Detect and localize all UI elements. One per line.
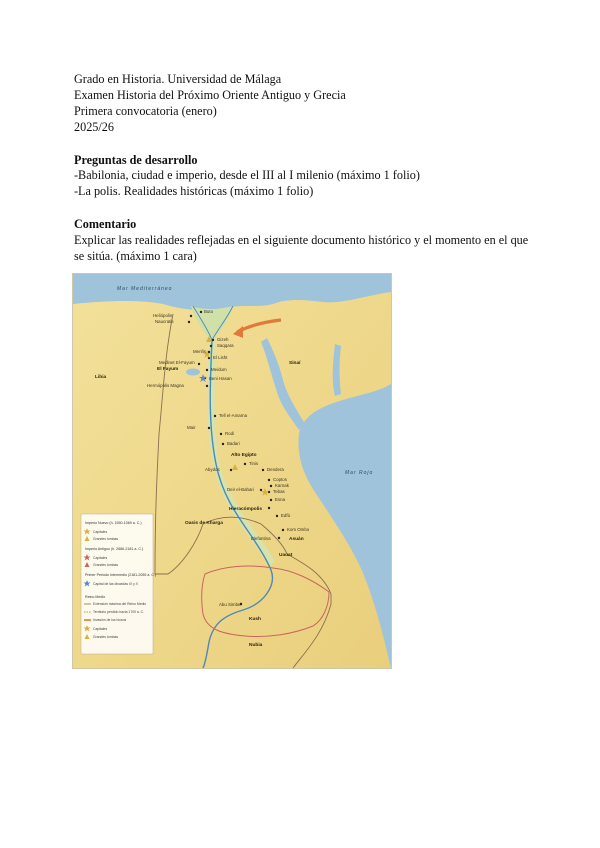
place-hermopolis: Hermópolis Magna [147, 383, 184, 388]
place-kom-ombo: Kom Ombo [287, 527, 310, 532]
region-kharga: Oasis de Kharga [185, 521, 223, 526]
place-dot-menfis [208, 351, 210, 353]
place-heracleopolis: Beni Hasan [209, 376, 232, 381]
place-tebas: Tebas [273, 489, 285, 494]
fayum-lake [186, 369, 200, 376]
header-university: Grado en Historia. Universidad de Málaga [74, 72, 282, 86]
place-edfu: Edfú [281, 513, 291, 518]
place-dot-karnak [270, 485, 272, 487]
legend-mk-item3: Invasión de los hicsos [93, 618, 127, 622]
legend-ie-title: Imperio Nuevo (h. 1550-1069 a. C.) [85, 521, 142, 525]
region-libia: Libia [95, 375, 107, 380]
place-dot-saqqara [210, 345, 212, 347]
place-dot-badari [222, 443, 224, 445]
region-nubia: Nubia [249, 643, 263, 648]
place-asuan: Asuán [289, 537, 304, 542]
med-sea-label: Mar Mediterráneo [117, 286, 173, 292]
map-legend [81, 514, 156, 654]
place-coptos: Coptos [273, 477, 287, 482]
place-naucratis: Naucratis [155, 319, 174, 324]
place-nekhen: Hieracómpolis [229, 507, 263, 512]
place-dot-coptos [268, 479, 270, 481]
place-dendera: Dendera [267, 467, 284, 472]
legend-ie-capitals: Capitales [93, 530, 108, 534]
legend-predyn-title: Primer Periodo Intermedio (2181-2055 a. C.) [85, 573, 157, 577]
legend-mk-item1: Extensión máxima del Reino Medio [93, 602, 147, 606]
header-year: 2025/26 [74, 120, 114, 134]
place-dot-abydos [230, 469, 232, 471]
place-tinis: Tinis [249, 461, 259, 466]
development-heading: Preguntas de desarrollo [74, 153, 198, 167]
place-buto: Buto [204, 309, 214, 314]
place-dot-dendera [262, 469, 264, 471]
place-dot-edfu [276, 515, 278, 517]
region-fayum: El Fayum [157, 367, 179, 372]
place-abu-simbel: Abu Simbel [219, 602, 242, 607]
commentary-instruction-line-2: se sitúa. (máximo 1 cara) [74, 249, 197, 263]
commentary-instruction-line-1: Explicar las realidades reflejadas en el siguiente documento histórico y el momento en el que [74, 233, 529, 247]
region-sinai: Sinaí [289, 361, 301, 366]
legend-ia-capitals: Capitales [93, 556, 108, 560]
legend-ia-tombs: Grandes tumbas [93, 563, 119, 567]
place-saqqara: Saqqara [217, 343, 234, 348]
place-tell-amarna: Tell el-Amarna [219, 413, 248, 418]
place-menfis: Menfis [193, 349, 206, 354]
place-dot-buto [200, 311, 202, 313]
place-medinet: Medinet El-Fayum [159, 360, 195, 365]
development-question-2: -La polis. Realidades históricas (máximo 1 folio) [74, 184, 314, 198]
development-question-1: -Babilonia, ciudad e imperio, desde el III al I milenio (máximo 1 folio) [74, 168, 420, 182]
place-dot-hermopolis [206, 385, 208, 387]
place-dot-deir [260, 489, 262, 491]
place-heliopolis: Heliópolis [153, 313, 173, 318]
place-abydos: Abydos [205, 467, 220, 472]
place-dot-rodi [220, 433, 222, 435]
legend-mk-item2: Territorio perdido hacia 1700 a. C. [93, 610, 145, 614]
legend-mk-item5: Grandes tumbas [93, 635, 119, 639]
legend-ie-temples: Grandes tumbas [93, 537, 119, 541]
place-deir: Deir el-Bahari [227, 487, 254, 492]
place-karnak: Karnak [275, 483, 289, 488]
place-dot-medinet [198, 363, 200, 365]
place-dot-tinis [244, 463, 246, 465]
region-kush: Kush [249, 617, 261, 622]
place-dot-giza [212, 339, 214, 341]
place-dot-esna [270, 499, 272, 501]
commentary-heading: Comentario [74, 217, 137, 231]
place-meidum: Meidum [211, 367, 227, 372]
place-elefantina: Elefantina [251, 536, 271, 541]
legend-predyn-item: Capital de las dinastías IX y X [93, 582, 139, 586]
place-dot-kom-ombo [282, 529, 284, 531]
place-dot-naucratis [188, 321, 190, 323]
place-lisht: El Lisht [213, 355, 228, 360]
place-rodi: Rodi [225, 431, 235, 436]
legend-mk-item4: Capitales [93, 627, 108, 631]
historical-map-egypt [72, 273, 392, 669]
header-course: Examen Historia del Próximo Oriente Antiguo y Grecia [74, 88, 346, 102]
place-mair: Mair [187, 425, 196, 430]
place-dot-meidum [206, 369, 208, 371]
red-sea-label: Mar Rojo [345, 470, 374, 476]
header-session: Primera convocatoria (enero) [74, 104, 217, 118]
place-dot-mair [208, 427, 210, 429]
legend-mk-title: Reino Medio [85, 595, 106, 599]
place-dot-elefantina [278, 537, 280, 539]
place-dot-heliopolis [190, 315, 192, 317]
place-dot-nekhen [268, 507, 270, 509]
region-alto-egipto: Alto Egipto [231, 453, 257, 458]
place-giza: Gizeh [217, 337, 229, 342]
place-badari: Badari [227, 441, 240, 446]
legend-ia-title: Imperio Antiguo (h. 2686-2181 a. C.) [85, 547, 144, 551]
place-dot-tell-amarna [214, 415, 216, 417]
place-esna: Esna [275, 497, 286, 502]
region-uauat: Uauat [279, 553, 293, 558]
